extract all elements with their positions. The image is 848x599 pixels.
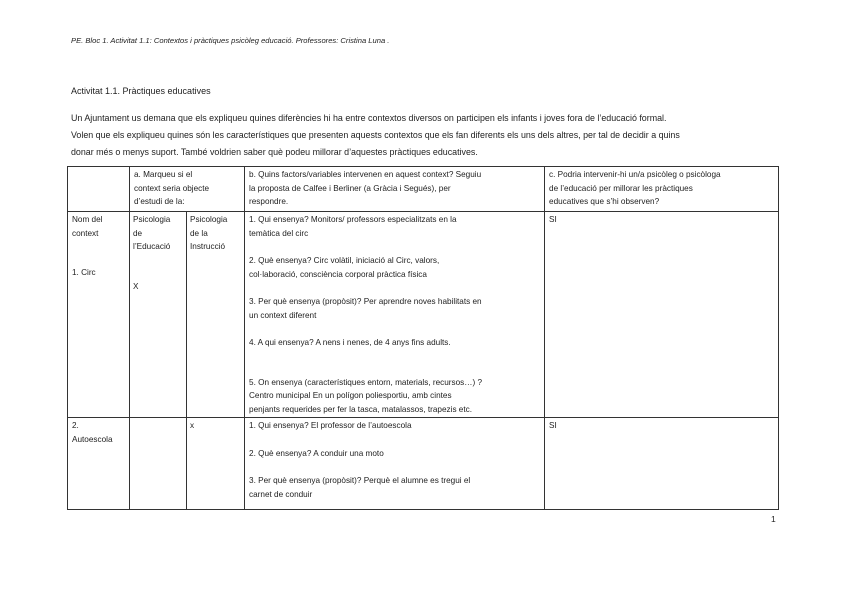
context-name-line: 2. (72, 421, 79, 430)
intro-line: donar més o menys suport. També voldrien saber què podeu millorar d’aquestes pràctiques educatives. (71, 147, 478, 157)
header-col-c-line: c. Podria intervenir-hi un/a psicòleg o psicòloga (549, 170, 721, 179)
answer-line: temàtica del circ (249, 228, 309, 238)
header-col-a-line: a. Marqueu si el (134, 170, 193, 179)
intro-line: Volen que els expliqueu quines són les característiques que presenten aquests contextos que els fan diferents els uns dels altres, per tal de decidir a quins (71, 130, 680, 140)
header-col-a-line: d’estudi de la: (134, 197, 185, 206)
psico-educacio-line: Psicologia (133, 215, 171, 224)
instruccio-mark: x (190, 421, 195, 430)
header-col-b (245, 167, 545, 212)
table-header-row (68, 167, 779, 212)
header-col-b-line: respondre. (249, 197, 289, 206)
header-col-b-line: b. Quins factors/variables intervenen en aquest context? Seguiu (249, 170, 482, 179)
header-col-c (545, 167, 779, 212)
answer-line: Centro municipal En un polígon poliesportiu, amb cintes (249, 391, 452, 400)
intervention-cell (545, 418, 779, 510)
educacio-mark: X (133, 281, 139, 291)
psico-educacio-cell (130, 418, 187, 510)
table-row (68, 212, 779, 418)
factors-cell (245, 212, 545, 418)
header-col-a-line: context seria objecte (134, 183, 210, 193)
activity-table (67, 166, 779, 510)
intervention-cell (545, 212, 779, 418)
psico-educacio-line: de (133, 228, 143, 238)
answer-line: 1. Qui ensenya? Monitors/ professors especialitzats en la (249, 215, 457, 224)
psico-instruccio-cell (187, 418, 245, 510)
page-number: 1 (771, 514, 776, 524)
answer-line: penjants requerides per fer la tasca, matalassos, trapezis etc. (249, 404, 473, 414)
empty-header-cell (68, 167, 130, 212)
header-col-a (130, 167, 245, 212)
answer-line: 3. Per què ensenya (propòsit)? Per aprendre noves habilitats en (249, 297, 482, 306)
intervention-answer: SI (549, 215, 557, 224)
header-col-b-line: la proposta de Calfee i Berliner (a Gràcia i Segués), per (249, 183, 451, 193)
table-row (68, 418, 779, 510)
header-col-c-line: educatives que s’hi observen? (549, 197, 660, 206)
psico-instruccio-cell (187, 212, 245, 418)
answer-line: 4. A qui ensenya? A nens i nenes, de 4 anys fins adults. (249, 338, 451, 347)
psico-instruccio-line: de la (190, 228, 208, 238)
answer-line: 3. Per què ensenya (propòsit)? Perquè el alumne es tregui el (249, 476, 471, 485)
answer-line: carnet de conduir (249, 489, 313, 499)
psico-educacio-line: l’Educació (133, 242, 171, 251)
context-name-cell (68, 212, 130, 418)
answer-line: 5. On ensenya (característiques entorn, materials, recursos…) ? (249, 377, 483, 387)
psico-educacio-cell (130, 212, 187, 418)
context-name-line: Autoescola (72, 434, 113, 444)
answer-line: 2. Què ensenya? A conduir una moto (249, 448, 384, 458)
answer-line: 2. Què ensenya? Circ volàtil, iniciació al Circ, valors, (249, 256, 440, 265)
answer-line: 1. Qui ensenya? El professor de l’autoescola (249, 421, 412, 430)
context-name-cell (68, 418, 130, 510)
answer-line: un context diferent (249, 310, 317, 320)
context-label-line: context (72, 228, 99, 238)
intervention-answer: SI (549, 421, 557, 430)
factors-cell (245, 418, 545, 510)
psico-instruccio-line: Instrucció (190, 242, 226, 251)
context-name: 1. Circ (72, 268, 96, 277)
intro-line: Un Ajuntament us demana que els expliqueu quines diferències hi ha entre contextos diversos on participen els infants i joves fora de l’educació formal. (71, 113, 667, 123)
page-header: PE. Bloc 1. Activitat 1.1: Contextos i pràctiques psicòleg educació. Professores: Cristina Luna . (71, 36, 390, 45)
activity-title: Activitat 1.1. Pràctiques educatives (71, 86, 211, 96)
psico-instruccio-line: Psicologia (190, 215, 228, 224)
intro-paragraph (71, 110, 783, 161)
context-label-line: Nom del (72, 215, 103, 224)
answer-line: col·laboració, consciència corporal pràctica física (249, 269, 427, 279)
header-col-c-line: de l’educació per millorar les pràctiques (549, 183, 693, 193)
